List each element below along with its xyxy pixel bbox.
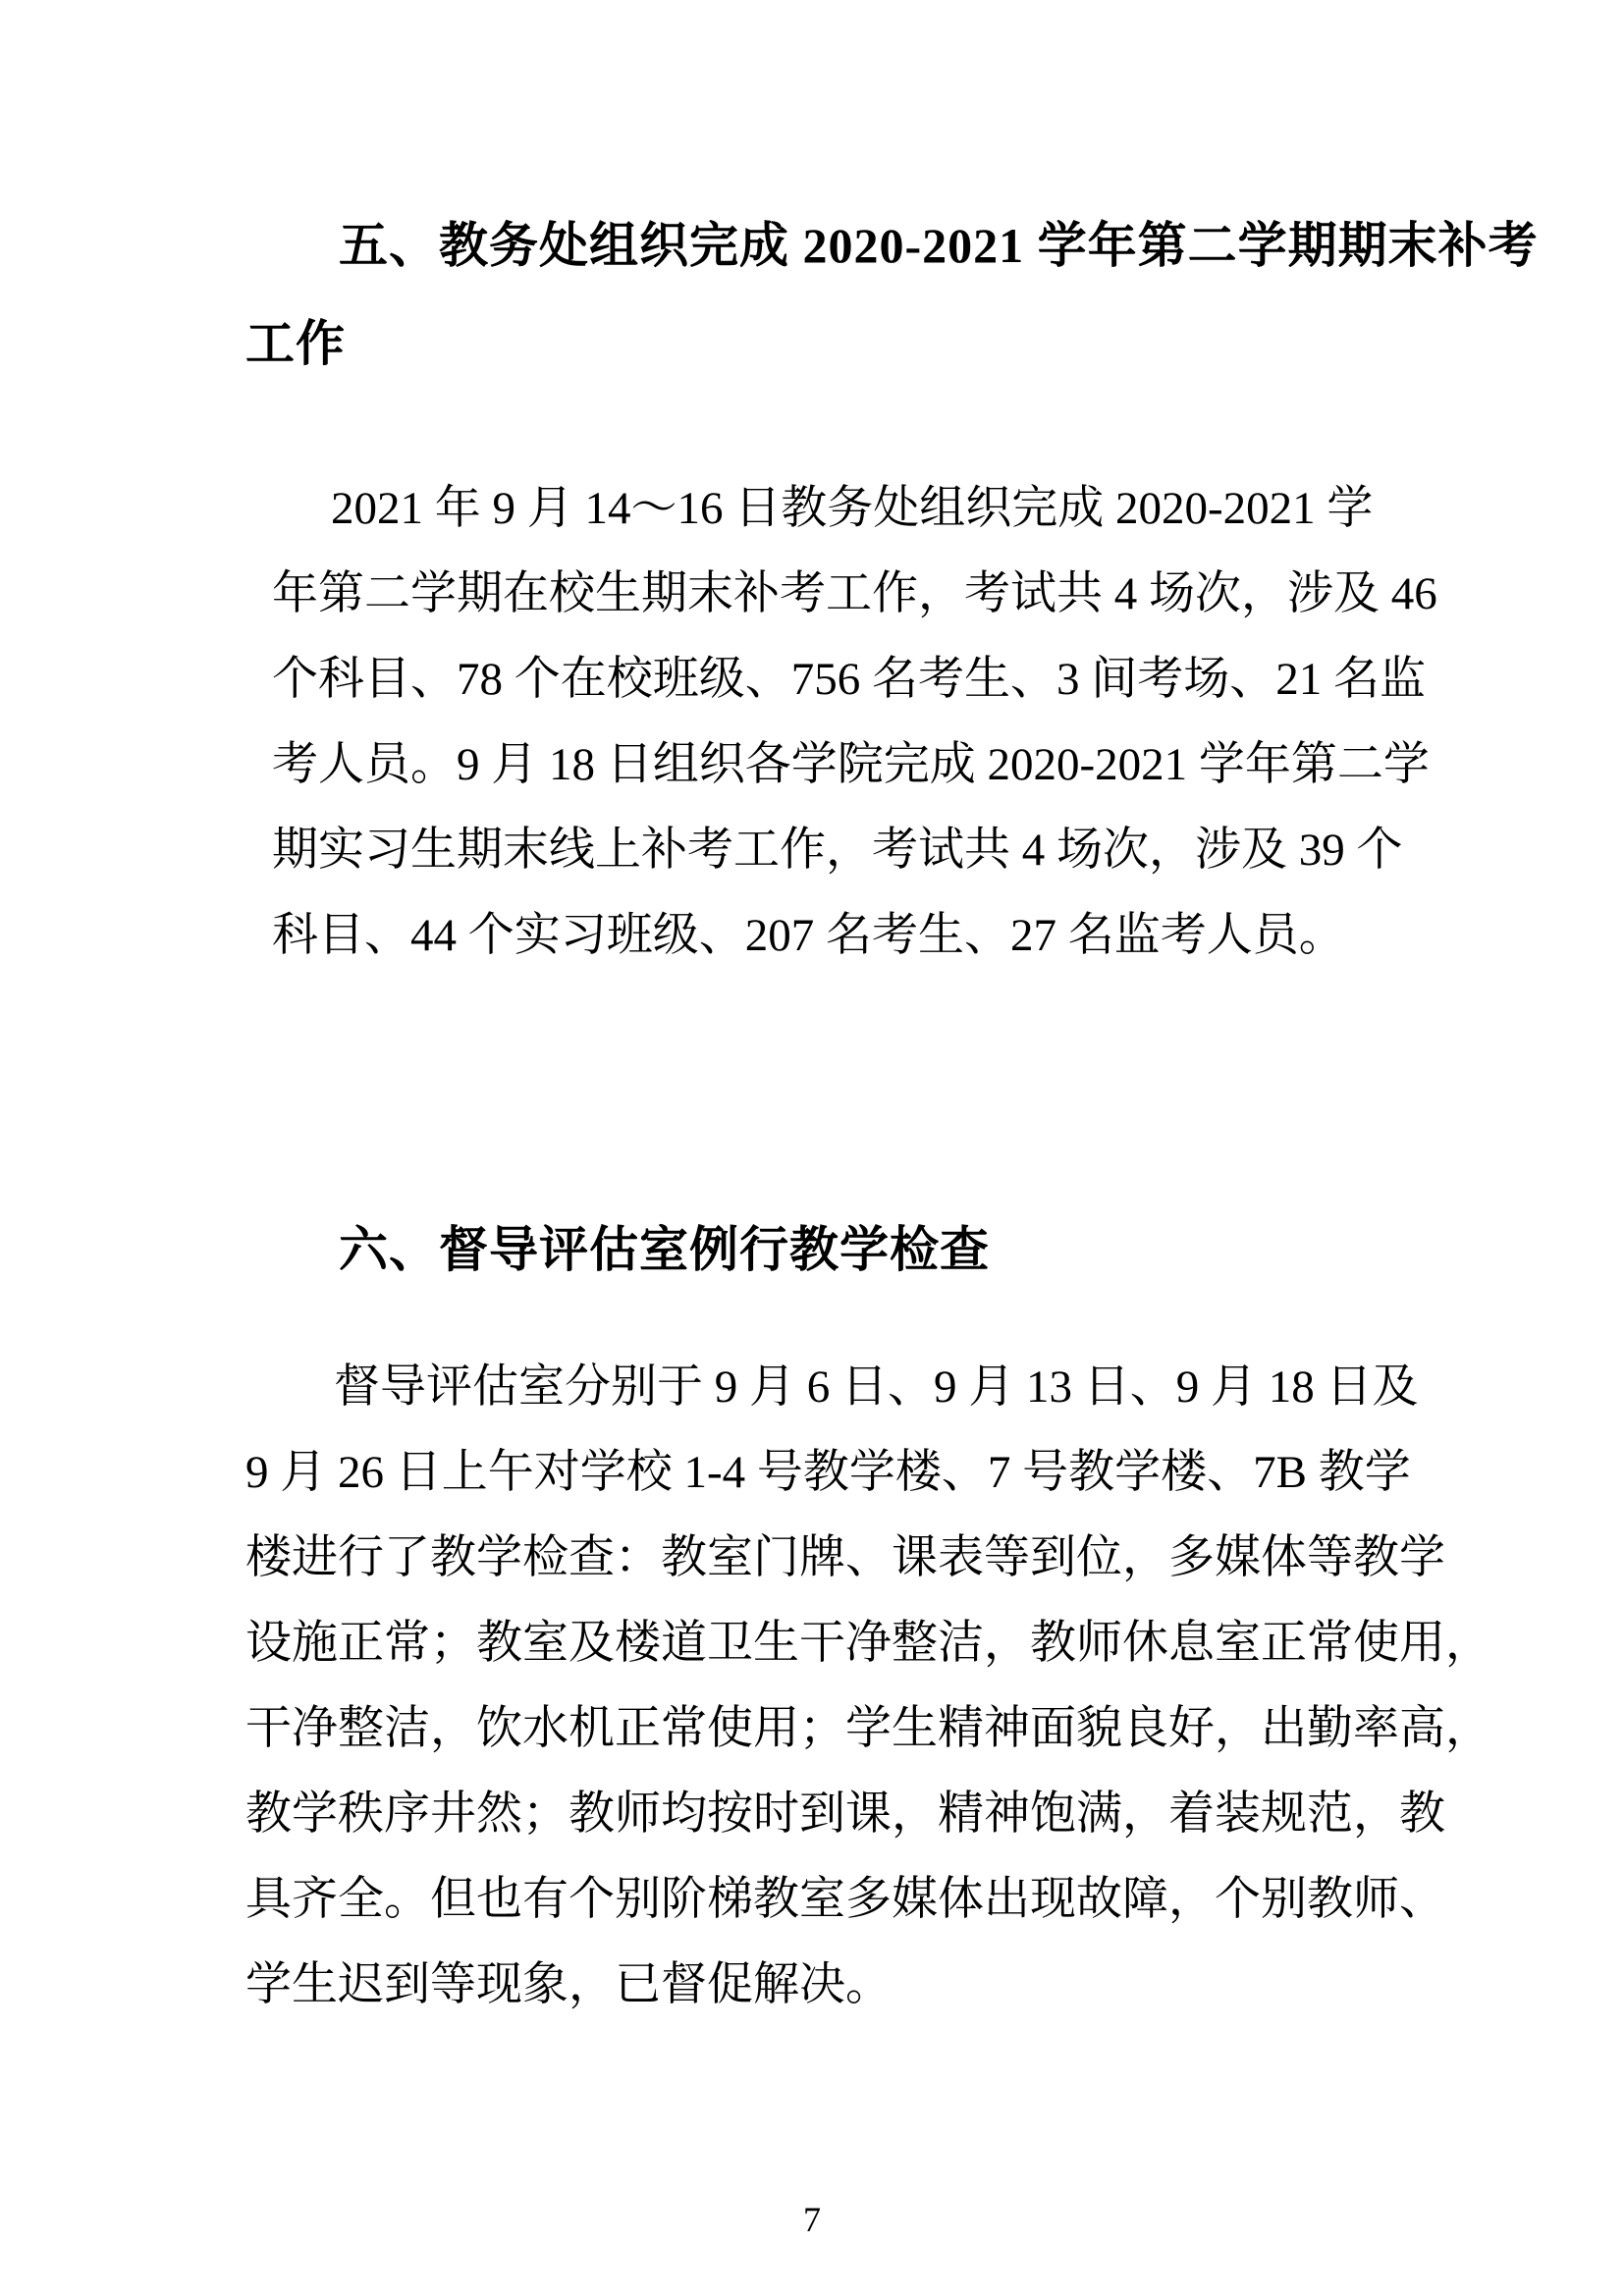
paragraph-line: 楼进行了教学检查：教室门牌、课表等到位，多媒体等教学 xyxy=(245,1532,1445,1583)
paragraph-line: 考人员。9 月 18 日组织各学院完成 2020-2021 学年第二学 xyxy=(272,739,1430,790)
paragraph-line: 期实习生期末线上补考工作，考试共 4 场次，涉及 39 个 xyxy=(272,825,1403,876)
paragraph-line: 科目、44 个实习班级、207 名考生、27 名监考人员。 xyxy=(272,910,1345,961)
paragraph-line: 2021 年 9 月 14～16 日教务处组织完成 2020-2021 学 xyxy=(331,483,1374,534)
paragraph-line: 年第二学期在校生期末补考工作，考试共 4 场次，涉及 46 xyxy=(272,568,1437,619)
section-6-heading xyxy=(245,1201,1385,1299)
paragraph-line: 督导评估室分别于 9 月 6 日、9 月 13 日、9 月 18 日及 xyxy=(334,1362,1419,1413)
section-6-heading-line-1: 六、督导评估室例行教学检查 xyxy=(339,1222,990,1277)
paragraph-line: 个科目、78 个在校班级、756 名考生、3 间考场、21 名监 xyxy=(272,654,1426,705)
paragraph-line: 9 月 26 日上午对学校 1-4 号教学楼、7 号教学楼、7B 教学 xyxy=(245,1447,1411,1498)
section-5-heading-line-1: 五、教务处组织完成 2020-2021 学年第二学期期末补考 xyxy=(339,218,1539,273)
section-5-heading-line-2: 工作 xyxy=(245,316,346,371)
section-5-heading xyxy=(245,196,1539,393)
paragraph-line: 具齐全。但也有个别阶梯教室多媒体出现故障，个别教师、 xyxy=(245,1874,1445,1925)
paragraph-line: 学生迟到等现象，已督促解决。 xyxy=(245,1959,892,2010)
paragraph-line: 干净整洁，饮水机正常使用；学生精神面貌良好，出勤率高， xyxy=(245,1703,1491,1754)
paragraph-line: 设施正常；教室及楼道卫生干净整洁，教师休息室正常使用， xyxy=(245,1618,1491,1669)
section-5-paragraph xyxy=(272,466,1437,979)
section-6-paragraph xyxy=(245,1345,1491,2028)
paragraph-line: 教学秩序井然；教师均按时到课，精神饱满，着装规范，教 xyxy=(245,1789,1445,1840)
page-number: 7 xyxy=(803,2200,821,2239)
